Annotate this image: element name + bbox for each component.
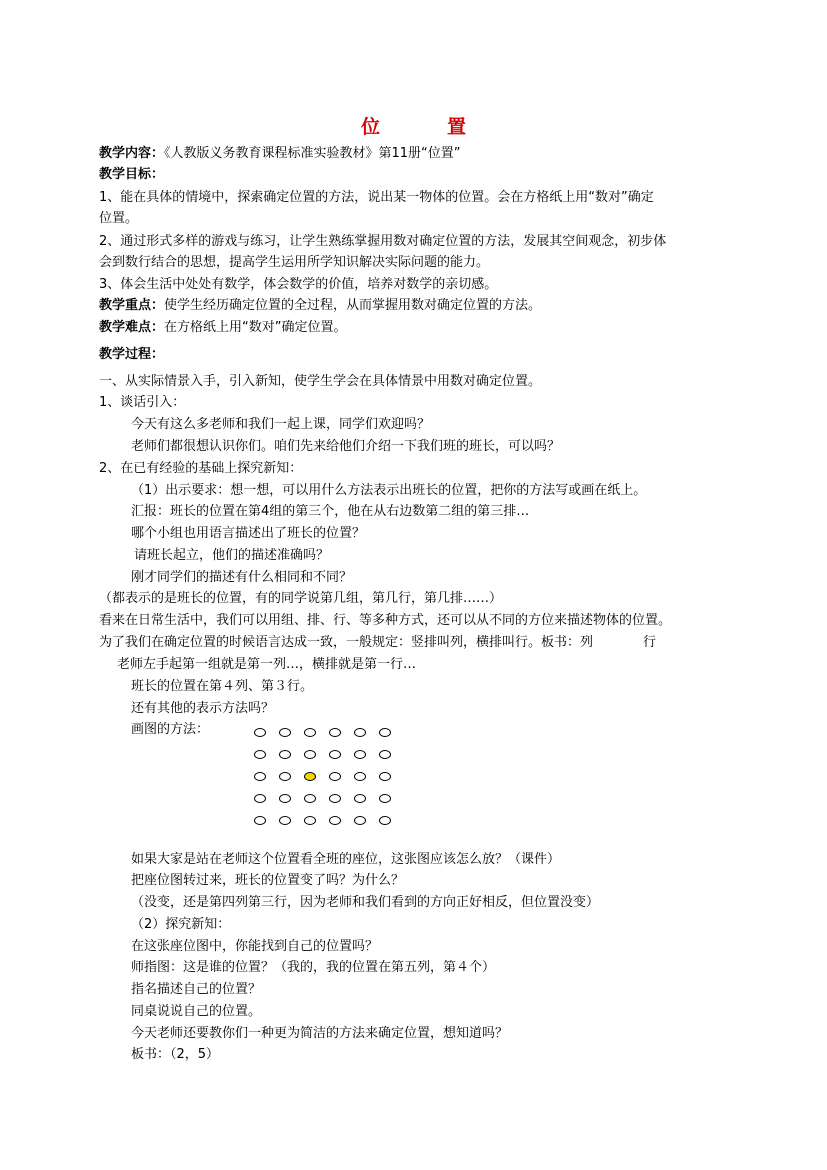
difficulty-text: 在方格纸上用“数对”确定位置。 [164, 320, 347, 335]
process-line: 在这张座位图中，你能找到自己的位置吗？ [131, 939, 379, 954]
process-line: （没变，还是第四列第三行，因为老师和我们看到的方向正好相反，但位置没变） [131, 895, 600, 910]
goal-3: 3、体会生活中处处有数学，体会数学的价值，培养对数学的亲切感。 [99, 277, 498, 292]
seat-circle [254, 772, 266, 781]
process-line: 一、从实际情景入手，引入新知，使学生学会在具体情景中用数对确定位置。 [99, 374, 542, 389]
process-line: 如果大家是站在老师这个位置看全班的座位，这张图应该怎么放？（课件） [131, 852, 561, 867]
process-line: （2）探究新知： [131, 917, 231, 932]
key-text: 使学生经历确定位置的全过程，从而掌握用数对确定位置的方法。 [164, 298, 542, 313]
process-line: 刚才同学们的描述有什么相同和不同？ [131, 570, 353, 585]
process-line: 指名描述自己的位置？ [131, 982, 262, 997]
process-line [99, 634, 656, 651]
class-monitor-seat [304, 772, 316, 781]
process-line: 板书：（2，5） [131, 1047, 220, 1062]
goal-2b: 会到数行结合的思想，提高学生运用所学知识解决实际问题的能力。 [99, 255, 490, 270]
difficulty-point [99, 319, 347, 336]
process-line: 今天老师还要教你们一种更为简洁的方法来确定位置，想知道吗？ [131, 1026, 509, 1041]
page-title: 位 置 [360, 116, 490, 138]
seat-circle [329, 728, 341, 737]
seat-circle [304, 728, 316, 737]
seat-circle [254, 728, 266, 737]
seat-circle [279, 816, 291, 825]
key-label: 教学重点： [99, 298, 165, 313]
seat-circle [354, 794, 366, 803]
seat-circle [329, 794, 341, 803]
seat-circle [379, 794, 391, 803]
teaching-content [99, 145, 461, 162]
process-label: 教学过程： [99, 347, 165, 362]
key-point [99, 297, 541, 314]
seat-circle [279, 750, 291, 759]
rule-text: 为了我们在确定位置的时候语言达成一致，一般规定：竖排叫列，横排叫行。板书：列 [99, 635, 594, 650]
seat-circle [329, 772, 341, 781]
seat-circle [379, 728, 391, 737]
seat-circle [354, 750, 366, 759]
seat-circle [279, 794, 291, 803]
content-text: 《人教版义务教育课程标准实验教材》第11册“位置” [164, 146, 461, 161]
seat-circle [329, 816, 341, 825]
seat-circle [329, 750, 341, 759]
seat-circle [354, 728, 366, 737]
process-line: 老师左手起第一组就是第一列…，横排就是第一行… [117, 657, 417, 672]
seat-circle [379, 816, 391, 825]
seat-circle [254, 816, 266, 825]
content-label: 教学内容： [99, 146, 165, 161]
process-line: 师指图：这是谁的位置？（我的，我的位置在第五列，第４个） [131, 960, 496, 975]
goal-2a: 2、通过形式多样的游戏与练习，让学生熟练掌握用数对确定位置的方法，发展其空间观念，初步体 [99, 234, 667, 249]
process-line: 2、在已有经验的基础上探究新知： [99, 461, 303, 476]
process-line: 老师们都很想认识你们。咱们先来给他们介绍一下我们班的班长，可以吗？ [131, 439, 561, 454]
seat-circle [254, 794, 266, 803]
seat-circle [354, 772, 366, 781]
goals-label: 教学目标： [99, 167, 165, 182]
process-line: （1）出示要求：想一想，可以用什么方法表示出班长的位置，把你的方法写或画在纸上。 [131, 483, 647, 498]
process-line: 画图的方法： [131, 722, 210, 737]
process-line: 哪个小组也用语言描述出了班长的位置？ [131, 526, 366, 541]
process-line: 同桌说说自己的位置。 [131, 1004, 262, 1019]
seat-circle [304, 816, 316, 825]
seat-circle [279, 772, 291, 781]
process-line: 1、谈话引入： [99, 395, 186, 410]
seat-circle [304, 750, 316, 759]
seat-circle [304, 794, 316, 803]
seat-circle [379, 772, 391, 781]
rule-text-row: 行 [643, 635, 657, 650]
seat-circle [379, 750, 391, 759]
seat-circle [254, 750, 266, 759]
process-line: （都表示的是班长的位置，有的同学说第几组，第几行，第几排……） [99, 591, 503, 606]
process-line: 班长的位置在第４列、第３行。 [131, 679, 314, 694]
goal-1b: 位置。 [99, 211, 139, 226]
process-line: 把座位图转过来，班长的位置变了吗？为什么？ [131, 873, 405, 888]
seat-circle [354, 816, 366, 825]
process-line: 请班长起立，他们的描述准确吗？ [134, 548, 330, 563]
goal-1a: 1、能在具体的情境中，探索确定位置的方法，说出某一物体的位置。会在方格纸上用“数对”确定 [99, 190, 654, 205]
process-line: 看来在日常生活中，我们可以用组、排、行、等多种方式，还可以从不同的方位来描述物体的位置。 [99, 613, 672, 628]
seat-circle [279, 728, 291, 737]
process-line: 还有其他的表示方法吗？ [131, 701, 275, 716]
difficulty-label: 教学难点： [99, 320, 165, 335]
process-line: 今天有这么多老师和我们一起上课，同学们欢迎吗？ [131, 417, 431, 432]
process-line: 汇报：班长的位置在第4组的第三个，他在从右边数第二组的第三排… [131, 504, 530, 519]
